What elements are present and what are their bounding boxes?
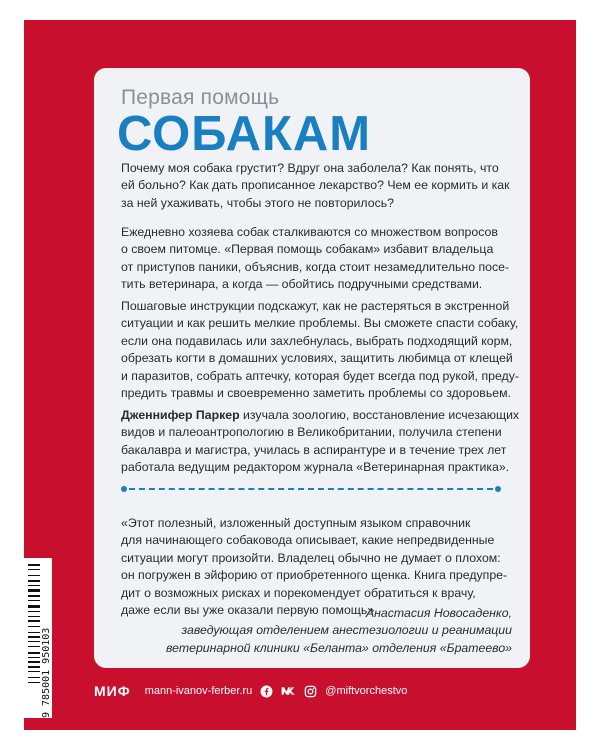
text-line: если она подавилась или захлебнулась, выбрать подходящий корм,: [121, 333, 513, 348]
instagram-icon[interactable]: [304, 685, 317, 698]
barcode-digits: 9 785001 950103: [41, 627, 52, 718]
text-line: видов и палеоантропологию в Великобритании, получила степени: [121, 425, 502, 440]
barcode-bar: [28, 589, 40, 592]
text-line: и паразитов, собрать аптечку, которая будет всегда под рукой, преду-: [121, 368, 519, 383]
barcode-bar: [28, 671, 40, 672]
quote-line: «Этот полезный, изложенный доступным языком справочник: [121, 516, 471, 530]
social-handle[interactable]: @miftvorchestvo: [325, 685, 408, 697]
barcode-bar: [28, 646, 40, 647]
attribution-line: заведующая отделением анестезиологии и реанимации: [181, 623, 512, 638]
barcode-bar: [28, 626, 40, 627]
review-quote: [121, 515, 507, 619]
divider-dot: [121, 486, 127, 492]
text-line: ситуации и как решить мелкие проблемы. Вы сможете спасти собаку,: [121, 316, 519, 331]
text-line: от приступов паники, объяснив, когда стоит незамедлительно посе-: [121, 259, 510, 274]
facebook-icon[interactable]: [260, 685, 273, 698]
text-line: работала ведущим редактором журнала «Ветеринарная практика».: [121, 460, 510, 475]
website-link[interactable]: mann-ivanov-ferber.ru: [144, 685, 253, 697]
barcode-bar: [28, 652, 40, 654]
barcode-bar: [28, 569, 40, 570]
divider-dot: [495, 486, 501, 492]
barcode-bar: [28, 657, 40, 658]
book-title: СОБАКАМ: [117, 107, 372, 161]
quote-line: ситуации могут произойти. Владелец обычно не думает о плохом:: [121, 550, 501, 565]
text-line: [121, 407, 519, 424]
isbn-barcode: [24, 558, 52, 718]
barcode-bar: [28, 605, 40, 608]
vk-icon[interactable]: [281, 686, 296, 696]
barcode-bar: [28, 641, 40, 642]
text-line: бакалавра и магистра, училась в аспирантуре и в течение трех лет: [121, 442, 507, 457]
dashed-divider: [121, 485, 501, 493]
text-line: о своем питомце. «Первая помощь собакам» избавит владельца: [121, 242, 494, 257]
barcode-bar: [28, 595, 40, 597]
attribution-line: Анастасия Новосаденко,: [365, 606, 512, 620]
quote-line: даже если вы уже оказали первую помощь».: [121, 603, 378, 618]
text-line: обрезать когти в домашних условиях, защитить любимца от клещей: [121, 351, 513, 366]
publisher-footer: [94, 681, 407, 701]
author-bio-start: изучала зоологию, восстановление исчезающих: [239, 408, 520, 422]
book-subtitle: Первая помощь: [121, 86, 280, 109]
barcode-bar: [28, 564, 40, 566]
quote-attribution: [166, 605, 512, 657]
quote-line: для начинающего собаковода описывает, какие непредвиденные: [121, 533, 495, 548]
owners-paragraph: [121, 224, 509, 294]
intro-paragraph: [121, 160, 509, 212]
barcode-bar: [28, 632, 40, 633]
attribution-line: ветеринарной клиники «Беланта» отделения «Братеево»: [166, 640, 512, 655]
publisher-logo: МИФ: [94, 683, 131, 699]
text-line: предить травмы и своевременно заметить проблемы со здоровьем.: [121, 386, 511, 401]
barcode-bar: [28, 666, 40, 668]
barcode-bar: [28, 585, 40, 586]
barcode-bar: [28, 600, 40, 601]
text-line: тить ветеринара, а когда — обойтись подручными средствами.: [121, 277, 483, 292]
text-line: Почему моя собака грустит? Вдруг она заболела? Как понять, что: [121, 161, 499, 175]
barcode-bar: [28, 575, 40, 576]
barcode-bar: [28, 580, 40, 582]
divider-dash: [129, 488, 493, 490]
author-paragraph: [121, 407, 519, 477]
barcode-bar: [28, 661, 40, 663]
barcode-bar: [28, 677, 40, 678]
instructions-paragraph: [121, 298, 519, 402]
quote-line: он погружен в эйфорию от приобретенного щенка. Книга предупре-: [121, 568, 508, 583]
barcode-bar: [28, 611, 40, 612]
barcode-bars: [28, 564, 40, 712]
quote-line: дит о возможных рисках и порекомендует обратиться к врачу,: [121, 585, 476, 600]
text-line: Пошаговые инструкции подскажут, как не растеряться в экстренной: [121, 299, 510, 313]
barcode-bar: [28, 636, 40, 638]
barcode-bar: [28, 682, 40, 683]
text-line: Ежедневно хозяева собак сталкиваются со множеством вопросов: [121, 225, 498, 239]
text-line: ей больно? Как дать прописанное лекарство? Чем ее кормить и как: [121, 178, 510, 193]
barcode-bar: [28, 620, 40, 622]
barcode-bar: [28, 616, 40, 617]
text-line: за ней ухаживать, чтобы этого не повторилось?: [121, 195, 394, 210]
author-name: Дженнифер Паркер: [121, 408, 240, 422]
